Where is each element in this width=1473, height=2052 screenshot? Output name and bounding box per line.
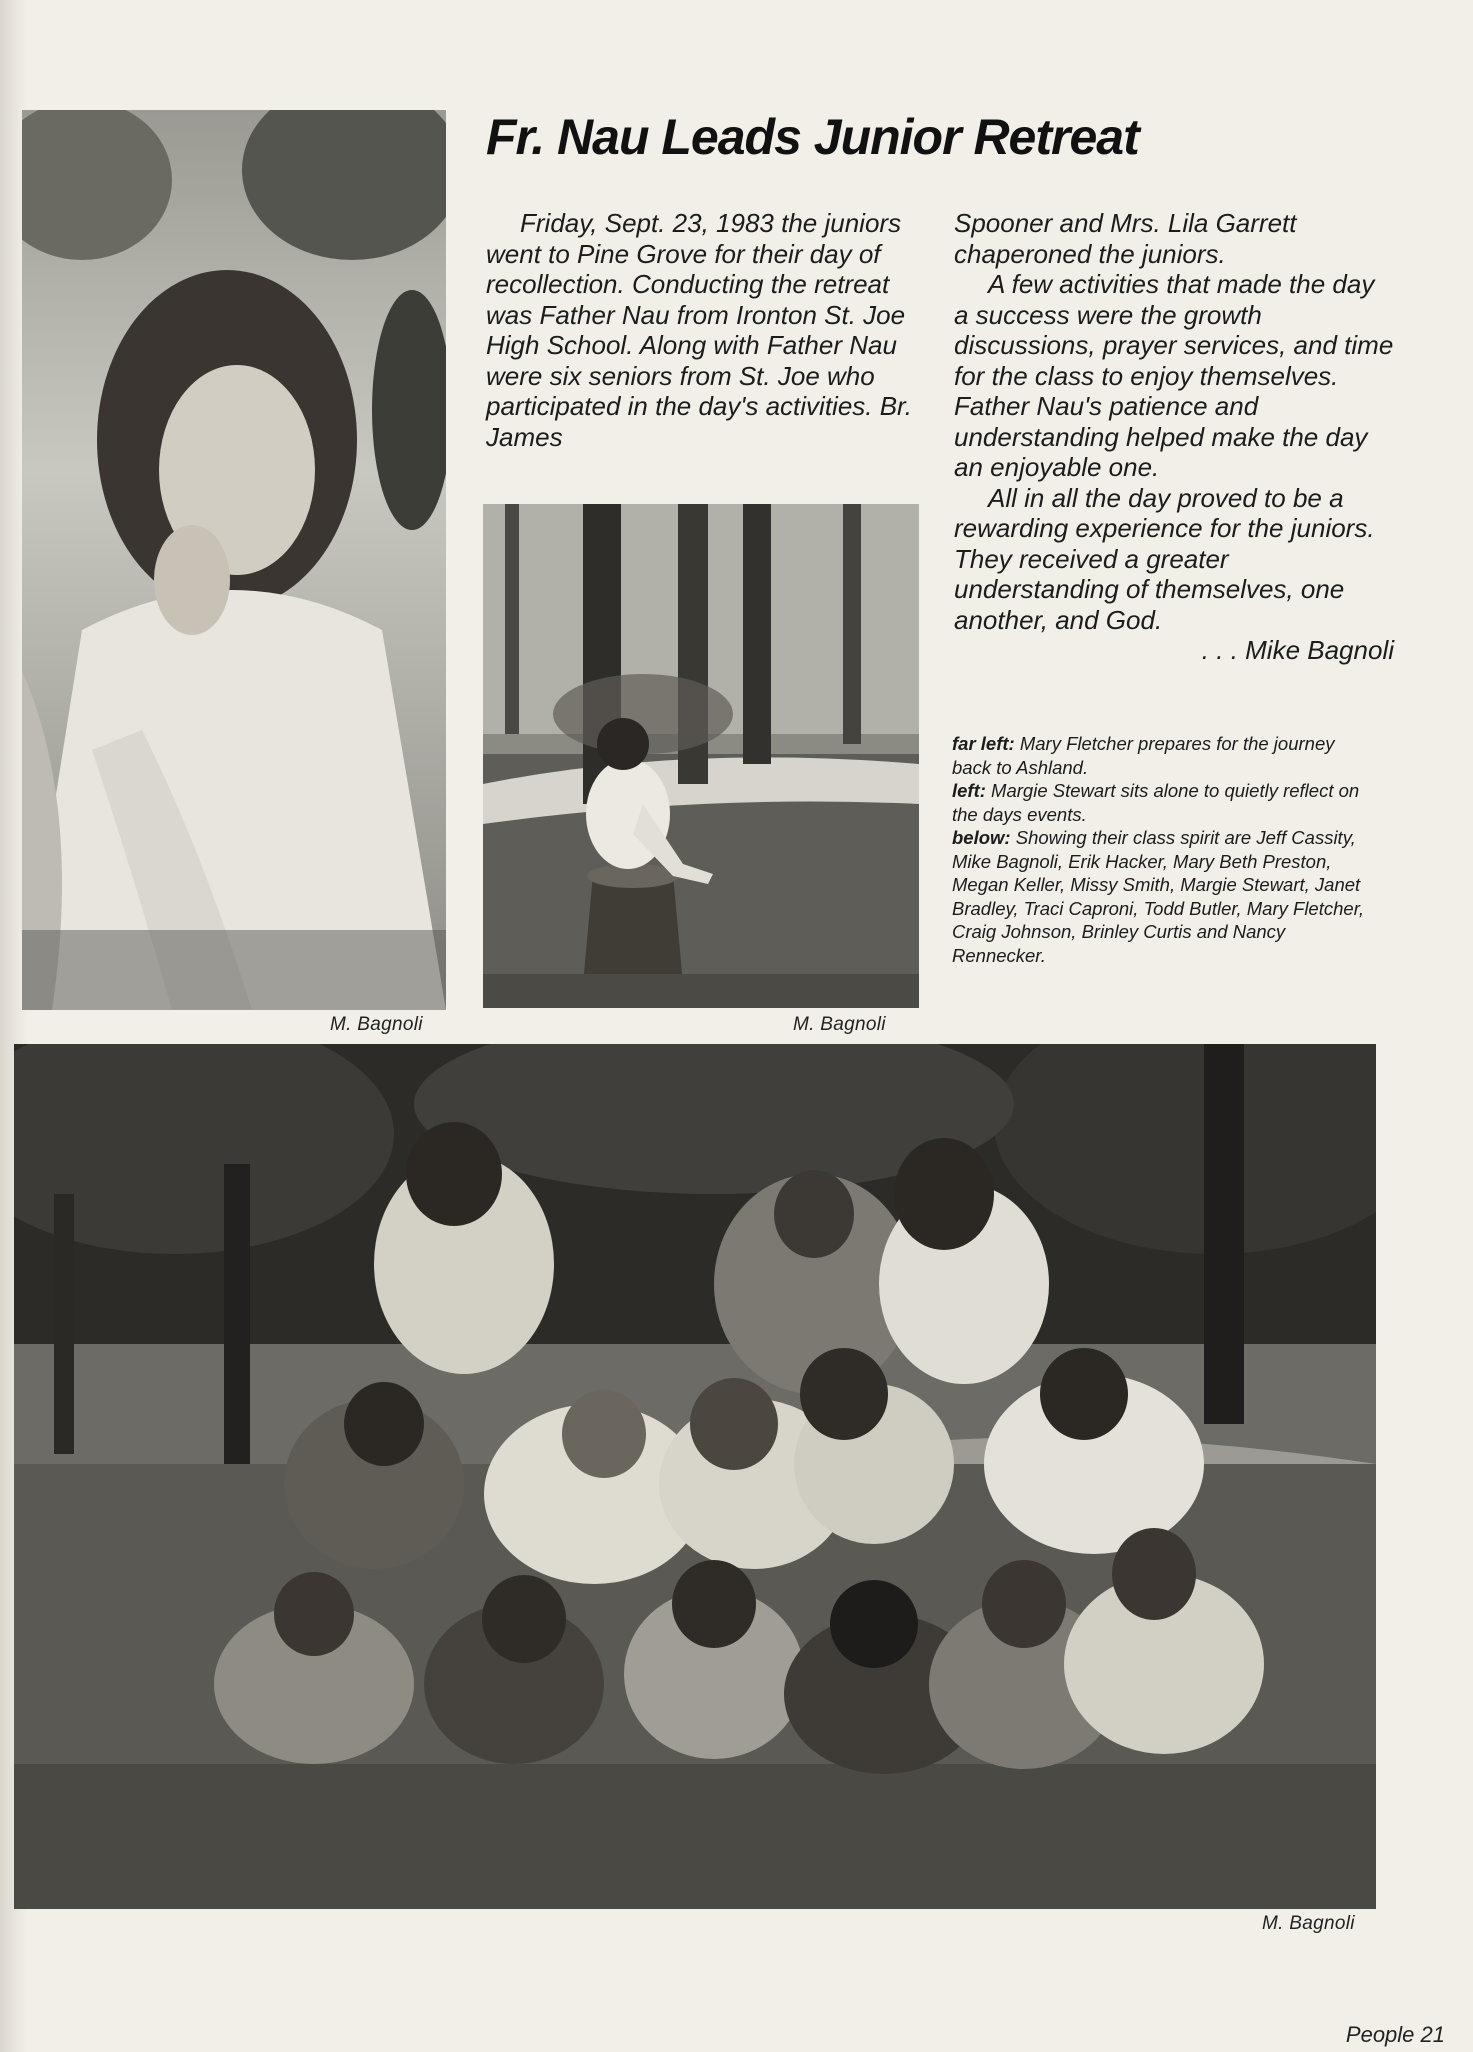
group-credit: M. Bagnoli [1262,1913,1355,1934]
portrait-photo-image [22,110,446,1010]
page-folio: People 21 [1345,2022,1445,2047]
article-paragraph: A few activities that made the day a success were the growth discussions, prayer services, and time for the class to enjoy themselves. Father Nau's patience and understanding helped make the day an enjoyable one. [954,269,1394,482]
photo-captions [952,732,1372,967]
portrait-photo [22,110,446,1010]
caption-text: Showing their class spirit are Jeff Cassity, Mike Bagnoli, Erik Hacker, Mary Beth Preston, Megan Keller, Missy Smith, Margie Stewart, Janet Bradley, Traci Caproni, Todd Butler, Mary Fletcher, Craig Johnson, Brinley Curtis and Nancy Rennecker. [952,827,1364,966]
article-column-2 [954,208,1394,666]
article-byline: . . . Mike Bagnoli [1201,635,1394,665]
caption-below [952,826,1372,967]
portrait-credit: M. Bagnoli [330,1014,423,1035]
article-paragraph: All in all the day proved to be a rewarding experience for the juniors. They received a greater understanding of themselves, one another, and God. [954,482,1375,635]
article-column-1 [486,208,926,452]
article-paragraph: Friday, Sept. 23, 1983 the juniors went to Pine Grove for their day of recollection. Conducting the retreat was Father Nau from Ironton St. Joe High School. Along with Father Nau were six seniors from St. Joe who participated in the day's activities. Br. James [486,208,912,452]
group-photo-image [14,1044,1376,1909]
stump-photo-image [483,504,919,1008]
article-title: Fr. Nau Leads Junior Retreat [486,109,1139,165]
caption-label: far left: [952,733,1015,754]
caption-label: below: [952,827,1011,848]
stump-photo [483,504,919,1008]
caption-text: Margie Stewart sits alone to quietly reflect on the days events. [952,780,1360,825]
caption-label: left: [952,780,986,801]
caption-far-left [952,732,1372,779]
group-photo [14,1044,1376,1909]
stump-credit: M. Bagnoli [793,1014,886,1035]
article-paragraph: Spooner and Mrs. Lila Garrett chaperoned the juniors. [954,208,1297,269]
caption-text: Mary Fletcher prepares for the journey back to Ashland. [952,733,1335,778]
caption-left [952,779,1372,826]
